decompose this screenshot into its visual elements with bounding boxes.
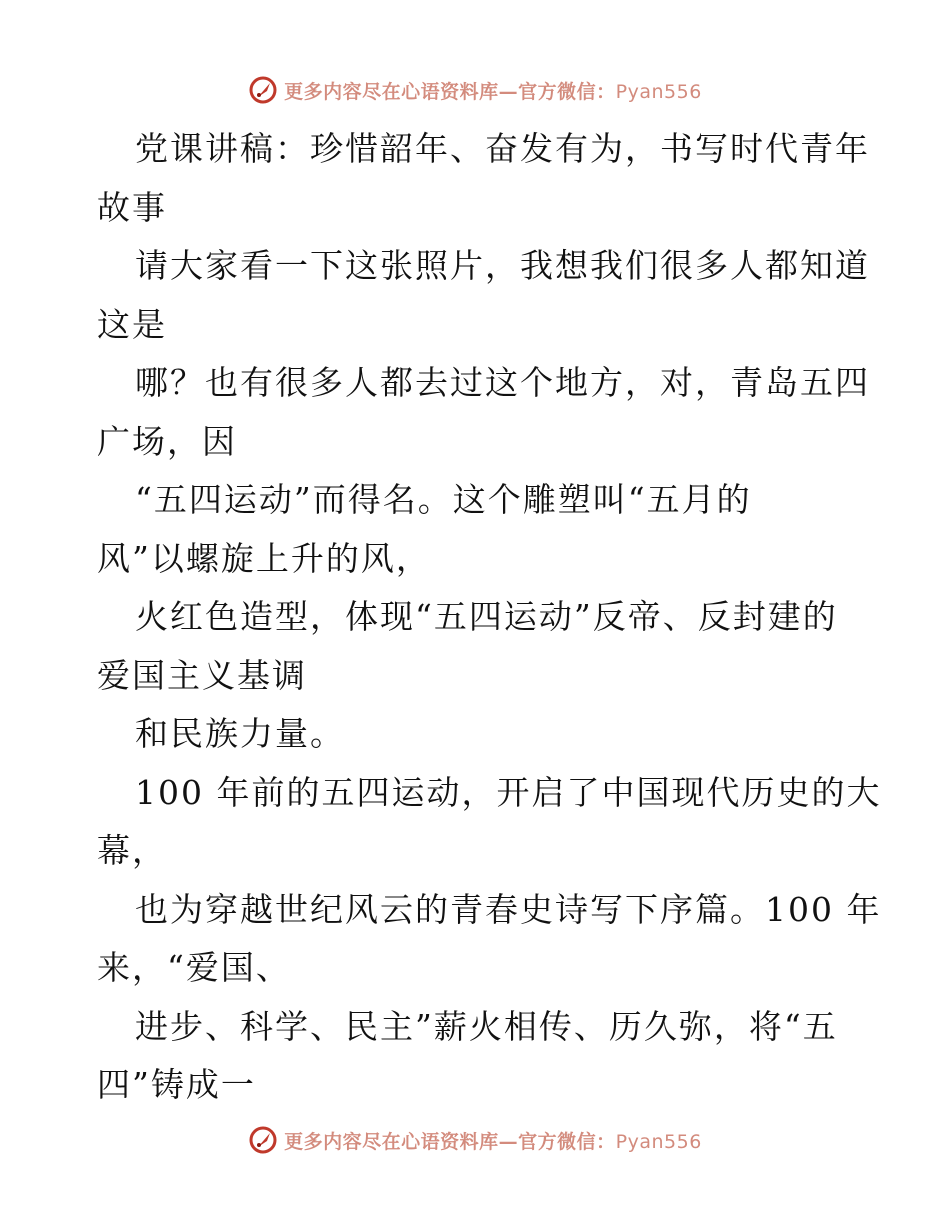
text-line: 幕， bbox=[97, 831, 167, 870]
banner-text: 更多内容尽在心语资料库—官方微信：Pyan556 bbox=[284, 1130, 702, 1153]
text-line: 爱国主义基调 bbox=[97, 655, 307, 695]
footer-banner bbox=[0, 1120, 950, 1160]
text-line: 风”以螺旋上升的风， bbox=[97, 538, 431, 578]
text-line: “五四运动”而得名。这个雕塑叫“五月的 bbox=[135, 480, 752, 519]
text-line: 广场，因 bbox=[97, 421, 237, 461]
document-body bbox=[97, 120, 882, 1115]
text-line: 火红色造型，体现“五四运动”反帝、反封建的 bbox=[135, 597, 838, 636]
banner-text: 更多内容尽在心语资料库—官方微信：Pyan556 bbox=[284, 80, 702, 103]
text-line: 和民族力量。 bbox=[135, 714, 345, 753]
text-line: 哪？也有很多人都去过这个地方，对，青岛五四 bbox=[135, 363, 870, 402]
wechat-id: Pyan556 bbox=[615, 1130, 702, 1153]
text-line: 故事 bbox=[97, 187, 167, 227]
wechat-id: Pyan556 bbox=[615, 80, 702, 103]
quill-seal-icon bbox=[248, 75, 278, 105]
text-line: 四”铸成一 bbox=[97, 1065, 256, 1104]
text-line: 100 年前的五四运动，开启了中国现代历史的大 bbox=[135, 772, 882, 812]
text-line: 进步、科学、民主”薪火相传、历久弥，将“五 bbox=[135, 1006, 838, 1046]
header-banner bbox=[0, 70, 950, 110]
text-line: 请大家看一下这张照片，我想我们很多人都知道 bbox=[135, 246, 870, 285]
text-line: 来，“爱国、 bbox=[97, 948, 291, 987]
quill-seal-icon bbox=[248, 1125, 278, 1155]
text-line: 这是 bbox=[97, 304, 167, 344]
text-line: 党课讲稿：珍惜韶年、奋发有为，书写时代青年 bbox=[135, 129, 870, 168]
text-line: 也为穿越世纪风云的青春史诗写下序篇。100 年 bbox=[135, 889, 882, 929]
